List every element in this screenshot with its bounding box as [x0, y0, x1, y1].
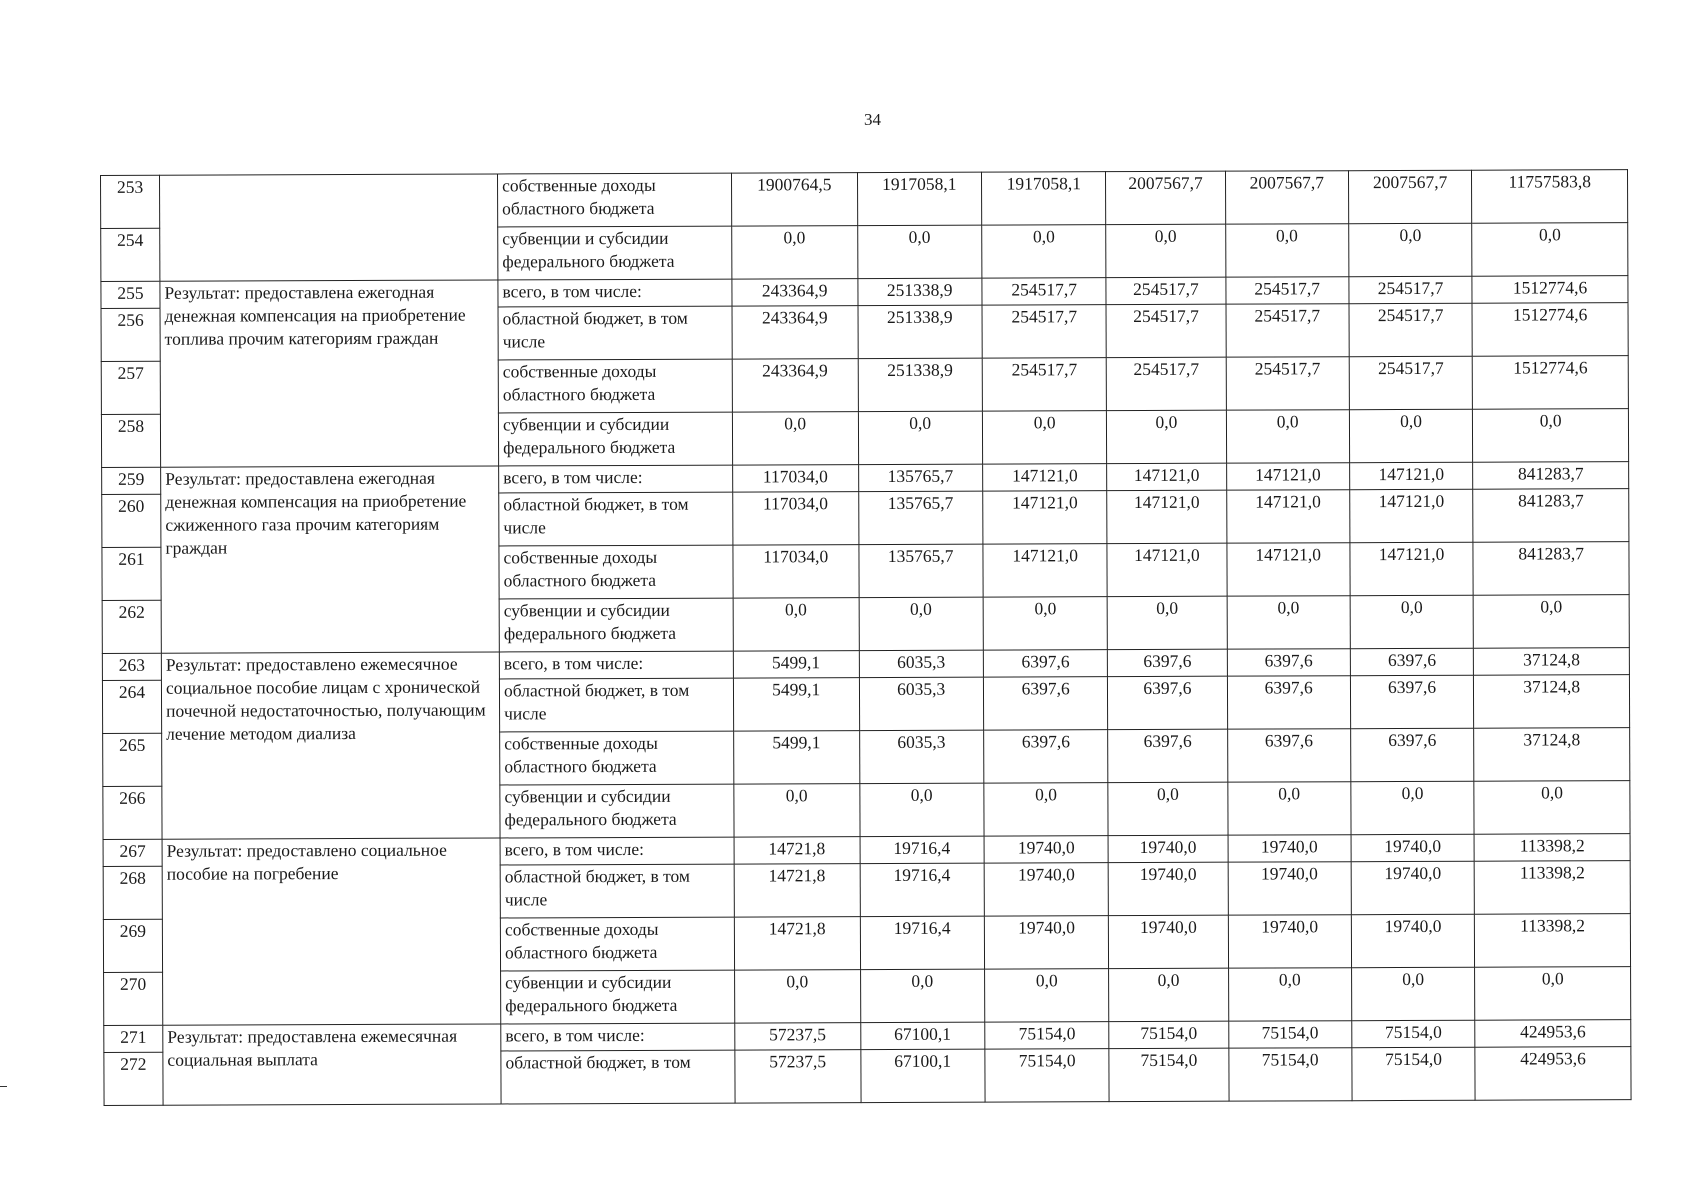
funding-source: собственные доходы областного бюджета [498, 173, 732, 227]
total-value: 37124,8 [1474, 648, 1630, 676]
year-value: 147121,0 [1350, 489, 1474, 542]
year-value: 14721,8 [734, 864, 860, 917]
year-value: 19716,4 [860, 836, 985, 863]
year-value: 147121,0 [1107, 463, 1226, 490]
year-value: 251338,9 [858, 358, 983, 411]
year-value: 0,0 [858, 411, 983, 464]
year-value: 6035,3 [859, 650, 984, 677]
year-value: 254517,7 [1226, 304, 1350, 357]
year-value: 5499,1 [733, 678, 859, 731]
row-number: 267 [103, 839, 162, 866]
year-value: 19740,0 [1351, 834, 1474, 861]
year-value: 19740,0 [984, 916, 1109, 969]
year-value: 0,0 [1106, 224, 1225, 277]
year-value: 0,0 [857, 225, 982, 278]
year-value: 6397,6 [1227, 729, 1351, 782]
year-value: 19740,0 [1109, 862, 1228, 915]
year-value: 0,0 [733, 598, 859, 651]
row-number: 259 [102, 467, 161, 494]
budget-table [100, 169, 1632, 1106]
year-value: 254517,7 [982, 278, 1107, 305]
year-value: 67100,1 [860, 1022, 985, 1049]
year-value: 254517,7 [1349, 356, 1473, 409]
year-value: 75154,0 [1109, 1048, 1228, 1101]
funding-source: собственные доходы областного бюджета [499, 545, 733, 599]
year-value: 0,0 [1109, 968, 1228, 1021]
total-value: 1512774,6 [1473, 356, 1629, 410]
total-value: 424953,6 [1475, 1020, 1631, 1048]
funding-source: областной бюджет, в том числе [499, 492, 733, 546]
row-number: 254 [101, 228, 160, 281]
year-value: 0,0 [1108, 782, 1227, 835]
year-value: 5499,1 [734, 731, 860, 784]
total-value: 0,0 [1472, 223, 1628, 277]
result-description: Результат: предоставлено социальное пособие на погребение [162, 838, 501, 1025]
year-value: 6397,6 [1350, 675, 1474, 728]
total-value: 113398,2 [1474, 834, 1630, 862]
year-value: 6397,6 [1350, 648, 1473, 675]
total-value: 0,0 [1473, 409, 1629, 463]
funding-source: субвенции и субсидии федерального бюджета [500, 784, 734, 838]
year-value: 19716,4 [860, 863, 985, 916]
year-value: 19740,0 [1109, 915, 1228, 968]
table-row [101, 170, 1628, 229]
year-value: 1900764,5 [731, 173, 857, 226]
year-value: 19740,0 [1351, 861, 1475, 914]
funding-source: всего, в том числе: [499, 651, 733, 679]
row-number: 266 [103, 786, 162, 839]
total-value: 0,0 [1473, 595, 1629, 649]
year-value: 0,0 [732, 412, 858, 465]
total-value: 37124,8 [1474, 675, 1630, 729]
year-value: 1917058,1 [981, 172, 1106, 225]
year-value: 0,0 [1225, 224, 1349, 277]
result-description: Результат: предоставлена ежегодная денежная компенсация на приобретение топлива прочим категориям граждан [160, 280, 499, 467]
year-value: 0,0 [732, 226, 858, 279]
year-value: 6035,3 [859, 730, 984, 783]
year-value: 117034,0 [733, 545, 859, 598]
year-value: 6397,6 [984, 730, 1109, 783]
funding-source: субвенции и субсидии федерального бюджета [498, 226, 732, 280]
year-value: 254517,7 [1106, 304, 1225, 357]
year-value: 0,0 [734, 784, 860, 837]
year-value: 75154,0 [1352, 1020, 1475, 1047]
year-value: 254517,7 [1225, 277, 1348, 304]
total-value: 424953,6 [1475, 1047, 1631, 1101]
row-number: 256 [101, 308, 160, 361]
year-value: 147121,0 [1226, 490, 1350, 543]
year-value: 19740,0 [1351, 914, 1475, 967]
year-value: 19740,0 [984, 863, 1109, 916]
year-value: 147121,0 [983, 544, 1108, 597]
funding-source: всего, в том числе: [499, 465, 733, 493]
year-value: 19740,0 [1228, 862, 1352, 915]
funding-source: собственные доходы областного бюджета [498, 359, 732, 413]
total-value: 1512774,6 [1472, 276, 1628, 304]
year-value: 19716,4 [860, 916, 985, 969]
year-value: 0,0 [859, 783, 984, 836]
year-value: 6397,6 [1108, 649, 1227, 676]
year-value: 75154,0 [1109, 1021, 1228, 1048]
year-value: 2007567,7 [1106, 171, 1225, 224]
year-value: 0,0 [1351, 967, 1475, 1020]
year-value: 0,0 [735, 970, 861, 1023]
year-value: 135765,7 [858, 491, 983, 544]
row-number: 271 [104, 1025, 163, 1052]
funding-source: областной бюджет, в том числе [499, 678, 733, 732]
year-value: 57237,5 [735, 1050, 861, 1103]
total-value: 113398,2 [1474, 861, 1630, 915]
year-value: 0,0 [859, 597, 984, 650]
page-number: 34 [864, 110, 881, 129]
year-value: 147121,0 [1226, 463, 1349, 490]
year-value: 0,0 [984, 783, 1109, 836]
year-value: 67100,1 [860, 1049, 985, 1102]
total-value: 0,0 [1475, 967, 1631, 1021]
funding-source: областной бюджет, в том числе [500, 864, 734, 918]
year-value: 6397,6 [983, 650, 1108, 677]
funding-source: собственные доходы областного бюджета [500, 917, 734, 971]
year-value: 147121,0 [1350, 462, 1473, 489]
year-value: 6397,6 [983, 677, 1108, 730]
funding-source: субвенции и субсидии федерального бюджета [499, 598, 733, 652]
year-value: 0,0 [1228, 968, 1352, 1021]
year-value: 117034,0 [733, 492, 859, 545]
year-value: 254517,7 [982, 358, 1107, 411]
year-value: 147121,0 [983, 464, 1108, 491]
row-number: 258 [101, 414, 160, 467]
year-value: 14721,8 [734, 917, 860, 970]
row-number: 269 [103, 919, 162, 972]
year-value: 57237,5 [735, 1023, 861, 1050]
margin-mark [0, 1086, 7, 1087]
result-description [160, 174, 498, 281]
funding-source: субвенции и субсидии федерального бюджета [501, 970, 735, 1024]
year-value: 0,0 [1227, 782, 1351, 835]
year-value: 75154,0 [1228, 1048, 1352, 1101]
year-value: 254517,7 [1349, 276, 1472, 303]
year-value: 19740,0 [1228, 915, 1352, 968]
total-value: 37124,8 [1474, 728, 1630, 782]
year-value: 0,0 [1349, 223, 1473, 276]
total-value: 1512774,6 [1472, 303, 1628, 357]
year-value: 0,0 [1227, 596, 1351, 649]
year-value: 75154,0 [985, 1049, 1110, 1102]
year-value: 0,0 [1108, 596, 1227, 649]
row-number: 253 [101, 175, 160, 228]
year-value: 0,0 [982, 411, 1107, 464]
result-description: Результат: предоставлена ежемесячная социальная выплата [163, 1024, 501, 1105]
year-value: 6397,6 [1108, 676, 1227, 729]
year-value: 19740,0 [1228, 835, 1351, 862]
row-number: 255 [101, 281, 160, 308]
result-description: Результат: предоставлена ежегодная денежная компенсация на приобретение сжиженного газа прочим категориям граждан [161, 466, 500, 653]
row-number: 261 [102, 547, 161, 600]
year-value: 147121,0 [1350, 542, 1474, 595]
year-value: 2007567,7 [1348, 170, 1472, 223]
row-number: 272 [104, 1052, 163, 1105]
year-value: 14721,8 [734, 837, 860, 864]
row-number: 263 [102, 653, 161, 680]
year-value: 0,0 [982, 225, 1107, 278]
year-value: 0,0 [985, 969, 1110, 1022]
year-value: 0,0 [1351, 781, 1475, 834]
funding-source: всего, в том числе: [498, 279, 732, 307]
year-value: 6397,6 [1227, 676, 1351, 729]
year-value: 147121,0 [1107, 543, 1226, 596]
year-value: 254517,7 [1107, 357, 1226, 410]
year-value: 243364,9 [732, 359, 858, 412]
year-value: 243364,9 [732, 279, 858, 306]
year-value: 243364,9 [732, 306, 858, 359]
year-value: 254517,7 [982, 305, 1107, 358]
year-value: 135765,7 [858, 544, 983, 597]
row-number: 262 [102, 600, 161, 653]
funding-source: областной бюджет, в том [501, 1050, 735, 1104]
year-value: 0,0 [1107, 410, 1226, 463]
year-value: 5499,1 [733, 651, 859, 678]
total-value: 0,0 [1474, 781, 1630, 835]
year-value: 75154,0 [1228, 1021, 1351, 1048]
year-value: 6035,3 [859, 677, 984, 730]
funding-source: субвенции и субсидии федерального бюджета [498, 412, 732, 466]
year-value: 254517,7 [1106, 277, 1225, 304]
year-value: 254517,7 [1349, 303, 1473, 356]
year-value: 1917058,1 [857, 172, 982, 225]
year-value: 135765,7 [858, 464, 983, 491]
row-number: 260 [102, 494, 161, 547]
funding-source: областной бюджет, в том числе [498, 306, 732, 360]
year-value: 251338,9 [858, 305, 983, 358]
row-number: 270 [104, 972, 163, 1025]
year-value: 117034,0 [733, 465, 859, 492]
funding-source: всего, в том числе: [500, 837, 734, 865]
row-number: 257 [101, 361, 160, 414]
row-number: 268 [103, 866, 162, 919]
row-number: 264 [102, 680, 161, 733]
funding-source: собственные доходы областного бюджета [500, 731, 734, 785]
total-value: 11757583,8 [1472, 170, 1628, 224]
year-value: 19740,0 [984, 836, 1109, 863]
year-value: 75154,0 [985, 1022, 1110, 1049]
row-number: 265 [103, 733, 162, 786]
total-value: 841283,7 [1473, 489, 1629, 543]
year-value: 0,0 [860, 969, 985, 1022]
year-value: 147121,0 [1226, 543, 1350, 596]
funding-source: всего, в том числе: [501, 1023, 735, 1051]
year-value: 251338,9 [857, 278, 982, 305]
year-value: 2007567,7 [1225, 171, 1349, 224]
total-value: 113398,2 [1475, 914, 1631, 968]
year-value: 6397,6 [1351, 728, 1475, 781]
year-value: 147121,0 [1107, 490, 1226, 543]
year-value: 0,0 [1350, 595, 1474, 648]
total-value: 841283,7 [1473, 462, 1629, 490]
year-value: 19740,0 [1108, 835, 1227, 862]
year-value: 0,0 [983, 597, 1108, 650]
year-value: 0,0 [1349, 409, 1473, 462]
result-description: Результат: предоставлено ежемесячное социальное пособие лицам с хронической почечной недостаточностью, получающим лечение методом диализа [161, 652, 500, 839]
year-value: 6397,6 [1108, 729, 1227, 782]
year-value: 75154,0 [1352, 1047, 1476, 1100]
year-value: 6397,6 [1227, 649, 1350, 676]
year-value: 0,0 [1226, 410, 1350, 463]
year-value: 147121,0 [983, 491, 1108, 544]
year-value: 254517,7 [1226, 357, 1350, 410]
total-value: 841283,7 [1473, 542, 1629, 596]
